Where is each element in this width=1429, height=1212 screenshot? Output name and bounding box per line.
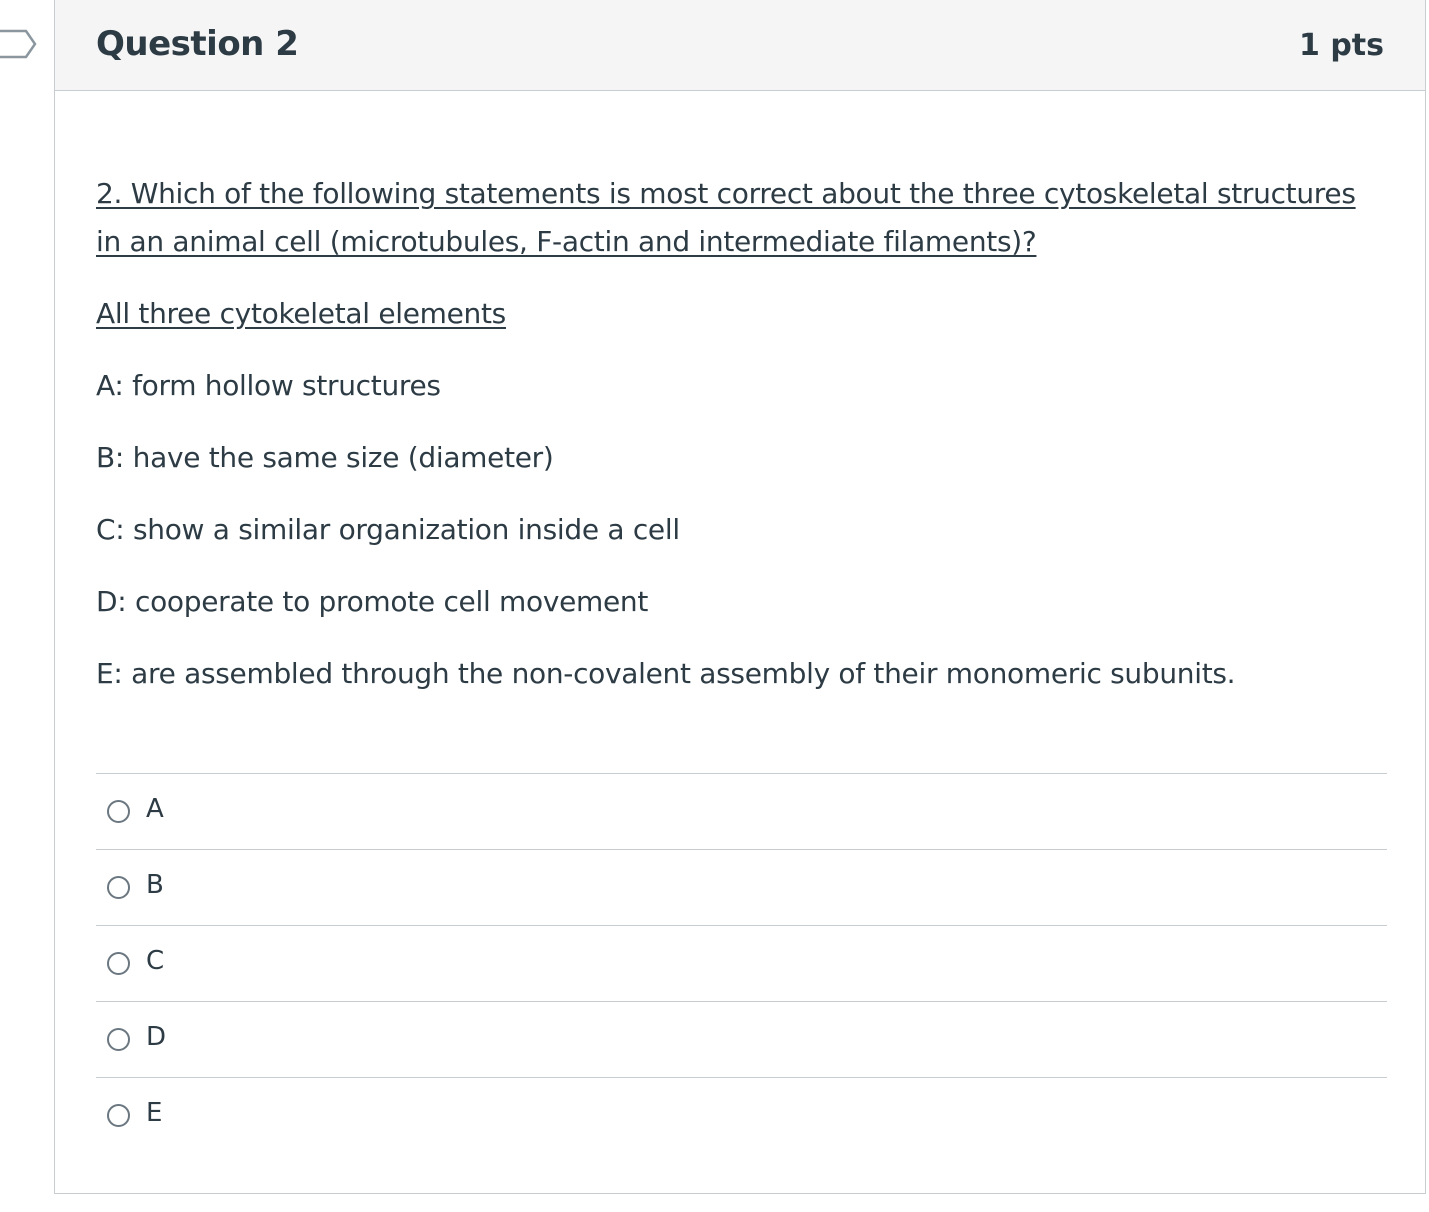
question-prompt: 2. Which of the following statements is most correct about the three cytoskeletal structures in an animal cell (microtubules, F-actin and intermediate filaments)? [96,177,1356,258]
question-points: 1 pts [1299,28,1384,63]
question-lead: All three cytokeletal elements [96,297,506,330]
radio-button-c[interactable] [107,952,130,975]
question-header [55,0,1425,91]
answer-label-a[interactable]: A [146,794,164,824]
answer-label-b[interactable]: B [146,870,164,900]
question-card [54,0,1426,1194]
statement-a: A: form hollow structures [96,369,441,402]
statement-b: B: have the same size (diameter) [96,441,554,474]
statement-d: D: cooperate to promote cell movement [96,585,649,618]
statement-c: C: show a similar organization inside a cell [96,513,680,546]
answer-option-a[interactable] [96,774,1387,850]
answer-option-b[interactable] [96,850,1387,926]
radio-button-a[interactable] [107,800,130,823]
answer-label-d[interactable]: D [146,1022,167,1052]
radio-button-e[interactable] [107,1104,130,1127]
radio-button-b[interactable] [107,876,130,899]
bookmark-flag-icon[interactable] [0,24,40,64]
answer-list [96,773,1387,1153]
question-body [96,170,1387,722]
statement-e: E: are assembled through the non-covalent assembly of their monomeric subunits. [96,657,1236,690]
answer-option-c[interactable] [96,926,1387,1002]
answer-label-e[interactable]: E [146,1098,163,1128]
answer-label-c[interactable]: C [146,946,165,976]
radio-button-d[interactable] [107,1028,130,1051]
question-title: Question 2 [96,24,299,64]
answer-option-e[interactable] [96,1078,1387,1153]
answer-option-d[interactable] [96,1002,1387,1078]
